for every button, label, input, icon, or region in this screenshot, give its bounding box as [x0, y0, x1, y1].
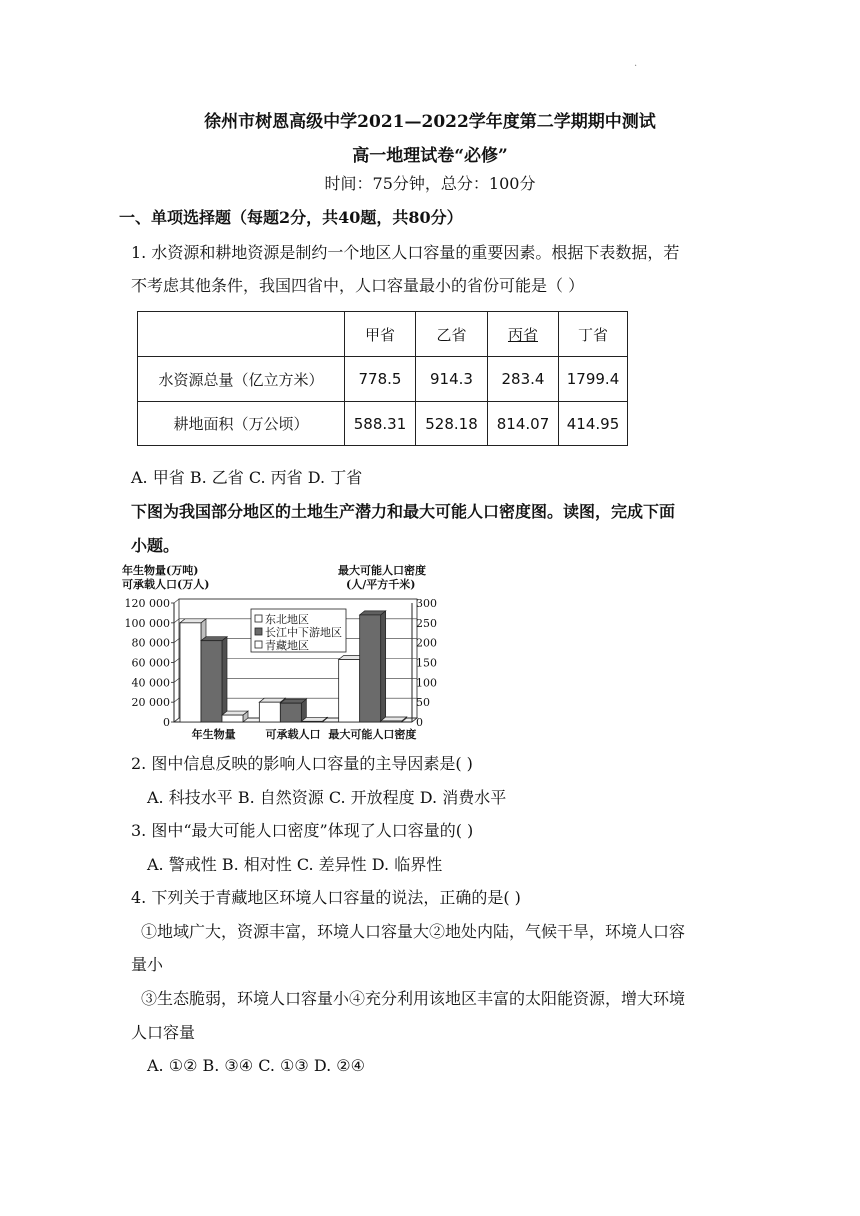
- table-header-row: [138, 312, 628, 357]
- bar-front: [201, 641, 222, 722]
- category-label: 年生物量: [191, 728, 236, 741]
- corner-mark: .: [634, 58, 638, 69]
- left-tick-label: 0: [163, 716, 170, 729]
- right-tick-label: 200: [416, 636, 437, 650]
- left-tick-label: 80 000: [131, 636, 170, 650]
- right-tick-label: 50: [416, 696, 430, 710]
- bar-front: [339, 660, 360, 722]
- left-tick-label: 120 000: [124, 597, 170, 610]
- q4-statement-2-cont: 人口容量: [131, 1023, 196, 1042]
- q1-stem-line2: 不考虑其他条件，我国四省中，人口容量最小的省份可能是（ ）: [131, 276, 585, 295]
- bar-side: [222, 637, 227, 722]
- table-row-label: 耕地面积（万公顷）: [138, 402, 345, 446]
- right-tick-label: 0: [416, 716, 423, 729]
- subject-title: 高一地理试卷“必修”: [352, 146, 508, 166]
- right-axis-title: 最大可能人口密度: [338, 564, 426, 577]
- left-axis-title: 年生物量(万吨): [122, 564, 199, 577]
- section-heading: 一、单项选择题（每题2分，共40题，共80分）: [119, 208, 463, 227]
- q2-stem: 2. 图中信息反映的影响人口容量的主导因素是( ): [131, 754, 473, 773]
- q1-options: A. 甲省 B. 乙省 C. 丙省 D. 丁省: [131, 468, 363, 487]
- bar-side: [381, 611, 386, 722]
- q1-stem-line1: 1. 水资源和耕地资源是制约一个地区人口容量的重要因素。根据下表数据，若: [131, 243, 680, 262]
- legend-swatch: [255, 641, 262, 648]
- table-cell: 414.95: [559, 402, 628, 446]
- bar: [381, 717, 407, 722]
- bar-front: [360, 615, 381, 722]
- table-header-cell: 丁省: [559, 312, 628, 357]
- bar-front: [180, 623, 201, 722]
- table-row-label: 水资源总量（亿立方米）: [138, 357, 345, 402]
- gridline-depth: [174, 659, 179, 663]
- bar: [360, 611, 386, 722]
- legend-swatch: [255, 628, 262, 635]
- q4-statement-1: ①地域广大，资源丰富，环境人口容量大②地处内陆，气候干旱，环境人口容: [141, 922, 686, 941]
- bar: [201, 637, 227, 722]
- category-label: 最大可能人口密度: [328, 728, 417, 741]
- intro-line2: 小题。: [131, 536, 180, 555]
- gridline-depth: [174, 639, 179, 643]
- table-row: [138, 357, 628, 402]
- left-tick-label: 20 000: [131, 696, 170, 710]
- table-cell: 914.3: [416, 357, 488, 402]
- bar-front: [280, 703, 301, 722]
- bar: [280, 699, 306, 722]
- table-cell: 814.07: [488, 402, 559, 446]
- right-axis-title: (人/平方千米): [346, 578, 416, 591]
- bar-top: [301, 717, 327, 721]
- table-header-cell: [138, 312, 345, 357]
- table-cell: 588.31: [345, 402, 416, 446]
- table-cell: 778.5: [345, 357, 416, 402]
- bar-front: [222, 715, 243, 722]
- right-tick-label: 100: [416, 676, 437, 690]
- legend-label: 青藏地区: [265, 639, 309, 652]
- bar-top: [360, 611, 386, 615]
- table-cell: 528.18: [416, 402, 488, 446]
- gridline-depth: [174, 678, 179, 682]
- bar-front: [381, 721, 402, 722]
- bar-top: [180, 619, 206, 623]
- resource-table: [137, 311, 628, 446]
- gridline-depth: [174, 619, 179, 623]
- bar-top: [201, 637, 227, 641]
- q3-stem: 3. 图中“最大可能人口密度”体现了人口容量的( ): [131, 821, 474, 840]
- gridline-depth: [174, 698, 179, 702]
- table-cell: 1799.4: [559, 357, 628, 402]
- q2-options: A. 科技水平 B. 自然资源 C. 开放程度 D. 消费水平: [147, 788, 507, 807]
- bar-top: [222, 711, 248, 715]
- left-tick-label: 60 000: [131, 656, 170, 670]
- right-tick-label: 250: [416, 616, 437, 630]
- table-header-cell: 甲省: [345, 312, 416, 357]
- legend-swatch: [255, 615, 262, 622]
- bar-top: [280, 699, 306, 703]
- q3-options: A. 警戒性 B. 相对性 C. 差异性 D. 临界性: [147, 855, 443, 874]
- left-axis-title: 可承载人口(万人): [122, 578, 210, 591]
- legend-label: 东北地区: [265, 613, 309, 626]
- q4-options: A. ①② B. ③④ C. ①③ D. ②④: [147, 1056, 365, 1075]
- left-tick-label: 40 000: [131, 676, 170, 690]
- school-title: 徐州市树恩高级中学2021—2022学年度第二学期期中测试: [204, 112, 656, 132]
- category-label: 可承载人口: [265, 728, 321, 741]
- right-tick-label: 300: [416, 597, 437, 610]
- table-row: [138, 402, 628, 446]
- q4-statement-2: ③生态脆弱，环境人口容量小④充分利用该地区丰富的太阳能资源，增大环境: [141, 989, 686, 1008]
- left-tick-label: 100 000: [124, 616, 170, 630]
- time-info: 时间：75分钟，总分：100分: [324, 174, 536, 193]
- bar-top: [381, 717, 407, 721]
- right-tick-label: 150: [416, 656, 437, 670]
- bar: [301, 717, 327, 722]
- table-header-cell: 乙省: [416, 312, 488, 357]
- table-header-cell: 丙省: [488, 312, 559, 357]
- bar-front: [301, 721, 322, 722]
- q4-stem: 4. 下列关于青藏地区环境人口容量的说法，正确的是( ): [131, 888, 521, 907]
- q4-statement-1-cont: 量小: [131, 955, 164, 974]
- table-cell: 283.4: [488, 357, 559, 402]
- intro-line1: 下图为我国部分地区的土地生产潜力和最大可能人口密度图。读图，完成下面: [131, 502, 676, 521]
- bar: [222, 711, 248, 722]
- gridline-depth: [174, 599, 179, 603]
- biomass-population-chart: [120, 562, 450, 744]
- bar-front: [259, 702, 280, 722]
- bar-top: [259, 698, 285, 702]
- legend-label: 长江中下游地区: [265, 626, 342, 639]
